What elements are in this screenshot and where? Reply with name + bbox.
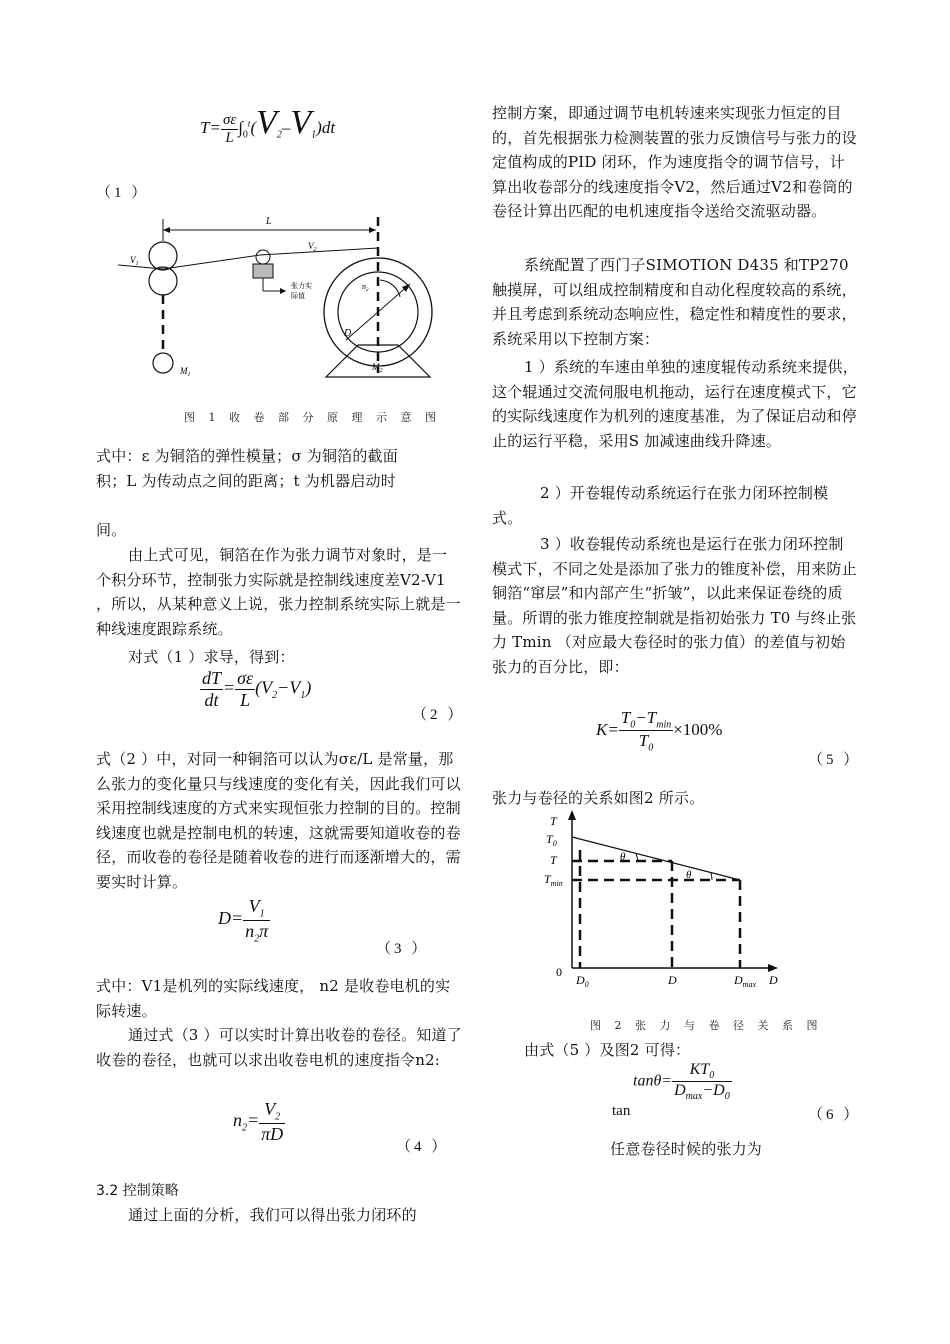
fig1-label-sensor-a: 张力实 <box>291 282 312 290</box>
fig2-label-T0: $T_0$ <box>546 832 557 848</box>
fig1-label-L: L <box>266 216 272 227</box>
paragraph-from-eq5: 由式（5 ）及图2 可得： <box>524 1041 691 1059</box>
paragraph-derive: 对式（1 ）求导，得到： <box>128 648 295 666</box>
equation-4: $n_2=$ $\frac{V_2}{\pi D}$ <box>233 1099 284 1144</box>
paragraph-constant: 式（2 ）中，对同一种铜箔可以认为σε/L 是常量，那么张力的变化量只与线速度的变化有关，因此我们可以采用控制线速度的方式来实现恒张力控制的目的。控制线速度也就是控制电机的转速，这就需要知道收卷的卷径，而收卷的卷径是随着收卷的进行而逐渐增大的，需要实时计算。 <box>96 750 461 891</box>
fig2-origin: 0 <box>556 965 562 979</box>
fig1-label-V2: $V_2$ <box>308 241 317 253</box>
list-item-3: 3 ）收卷辊传动系统也是运行在张力闭环控制模式下，不同之处是添加了张力的锥度补偿，用来防止铜箔“窜层”和内部产生“折皱”，以此来保证卷绕的质量。所谓的张力锥度控制就是指初始张力 T0 与终止张力 Tmin （对应最大卷径时的张力值）的差值与初始张力的百分比，即： <box>492 535 857 676</box>
equation-3: D= $\frac{V_1}{n_2\pi}$ <box>218 896 269 945</box>
fig2-theta-2: θ <box>686 869 692 881</box>
fig2-label-T: T <box>550 853 557 867</box>
fig2-axis-T: T <box>550 814 557 828</box>
paragraph-siemens: 系统配置了西门子SIMOTION D435 和TP270 触摸屏，可以组成控制精度和自动化程度较高的系统，并且考虑到系统动态响应性，稳定性和精度性的要求，系统采用以下控制方案： <box>492 256 857 348</box>
fig2-label-D: D <box>668 973 677 987</box>
paragraph-arbitrary-tension: 任意卷径时候的张力为 <box>610 1140 763 1158</box>
figure-2-tension-diameter-chart <box>540 808 790 993</box>
definitions-line-2: 积；L 为传动点之间的距离；t 为机器启动时 <box>96 472 396 490</box>
equation-6-number: （6 ） <box>808 1107 862 1123</box>
paragraph-v1-def: 式中：V1是机列的实际线速度， n2 是收卷电机的实际转速。 <box>96 977 451 1020</box>
figure-1-caption: 图 1 收 卷 部 分 原 理 示 意 图 <box>184 411 441 424</box>
paragraph-control-scheme: 控制方案，即通过调节电机转速来实现张力恒定的目的，首先根据张力检测装置的张力反馈信号与张力的设定值构成的PID 闭环，作为速度指令的调节信号，计算出收卷部分的线速度指令V2，然后通过V2和卷筒的卷径计算出匹配的电机速度指令送给交流驱动器。 <box>492 104 857 220</box>
fig1-label-M2: $M_2$ <box>372 362 383 374</box>
equation-4-number: （4 ） <box>396 1139 450 1155</box>
fig2-label-Dmax: $D_{max}$ <box>734 973 756 989</box>
equation-6: tanθ= $\frac{KT_0}{D_{max}-D_0}$ <box>633 1061 730 1103</box>
section-heading-3-2: 3.2 控制策略 <box>96 1183 179 1199</box>
equation-2: $\frac{dT}{dt}$ = $\frac{\sigma\varepsilon}{L}$ $(V_2-V_1)$ <box>202 668 312 710</box>
fig2-label-D0: $D_0$ <box>576 973 589 989</box>
fig1-label-sensor-b: 际值 <box>291 292 305 300</box>
paragraph-fig2-ref: 张力与卷径的关系如图2 所示。 <box>492 789 705 807</box>
equation-5-number: （5 ） <box>808 752 862 768</box>
equation-6-prefix: tan <box>612 1103 631 1119</box>
fig2-theta-1: θ <box>620 851 626 863</box>
equation-1-number: （1 ） <box>96 185 150 201</box>
equation-5: K= $\frac{T_0-T_{min}}{T_0}$ ×100% <box>596 708 723 754</box>
equation-1: T= $\frac{\sigma\varepsilon}{L}$ $\int_0^t(V_2-V_1)dt$ <box>200 104 336 146</box>
fig1-label-D: D <box>344 328 352 339</box>
list-item-2: 2 ）开卷辊传动系统运行在张力闭环控制模式。 <box>492 484 829 527</box>
fig2-label-Tmin: $T_{min}$ <box>544 872 563 888</box>
figure-1-winding-diagram <box>118 205 443 385</box>
equation-2-number: （2 ） <box>412 707 466 723</box>
paragraph-diameter: 通过式（3 ）可以实时计算出收卷的卷径。知道了收卷的卷径，也就可以求出收卷电机的速度指令n2: <box>96 1026 462 1069</box>
figure-2-caption: 图 2 张 力 与 卷 径 关 系 图 <box>590 1019 823 1032</box>
paragraph-control-start: 通过上面的分析，我们可以得出张力闭环的 <box>128 1206 417 1224</box>
fig1-label-n2: $n_2$ <box>362 282 369 293</box>
fig1-label-M1: $M_1$ <box>180 366 191 378</box>
list-item-1: 1 ）系统的车速由单独的速度辊传动系统来提供，这个辊通过交流伺服电机拖动，运行在速度模式下，它的实际线速度作为机列的速度基准，为了保证启动和停止的运行平稳，采用S 加减速曲线升降速。 <box>492 358 858 450</box>
fig1-label-V1: $V_1$ <box>130 255 139 267</box>
fig2-axis-D: D <box>769 973 778 987</box>
definitions-line-1: 式中：ε 为铜箔的弹性模量；σ 为铜箔的截面 <box>96 447 398 465</box>
equation-3-number: （3 ） <box>376 941 430 957</box>
definitions-line-3: 间。 <box>96 521 127 539</box>
paragraph-integral: 由上式可见，铜箔在作为张力调节对象时，是一个积分环节，控制张力实际就是控制线速度差V2-V1 ，所以，从某种意义上说，张力控制系统实际上就是一种线速度跟踪系统。 <box>96 546 461 638</box>
